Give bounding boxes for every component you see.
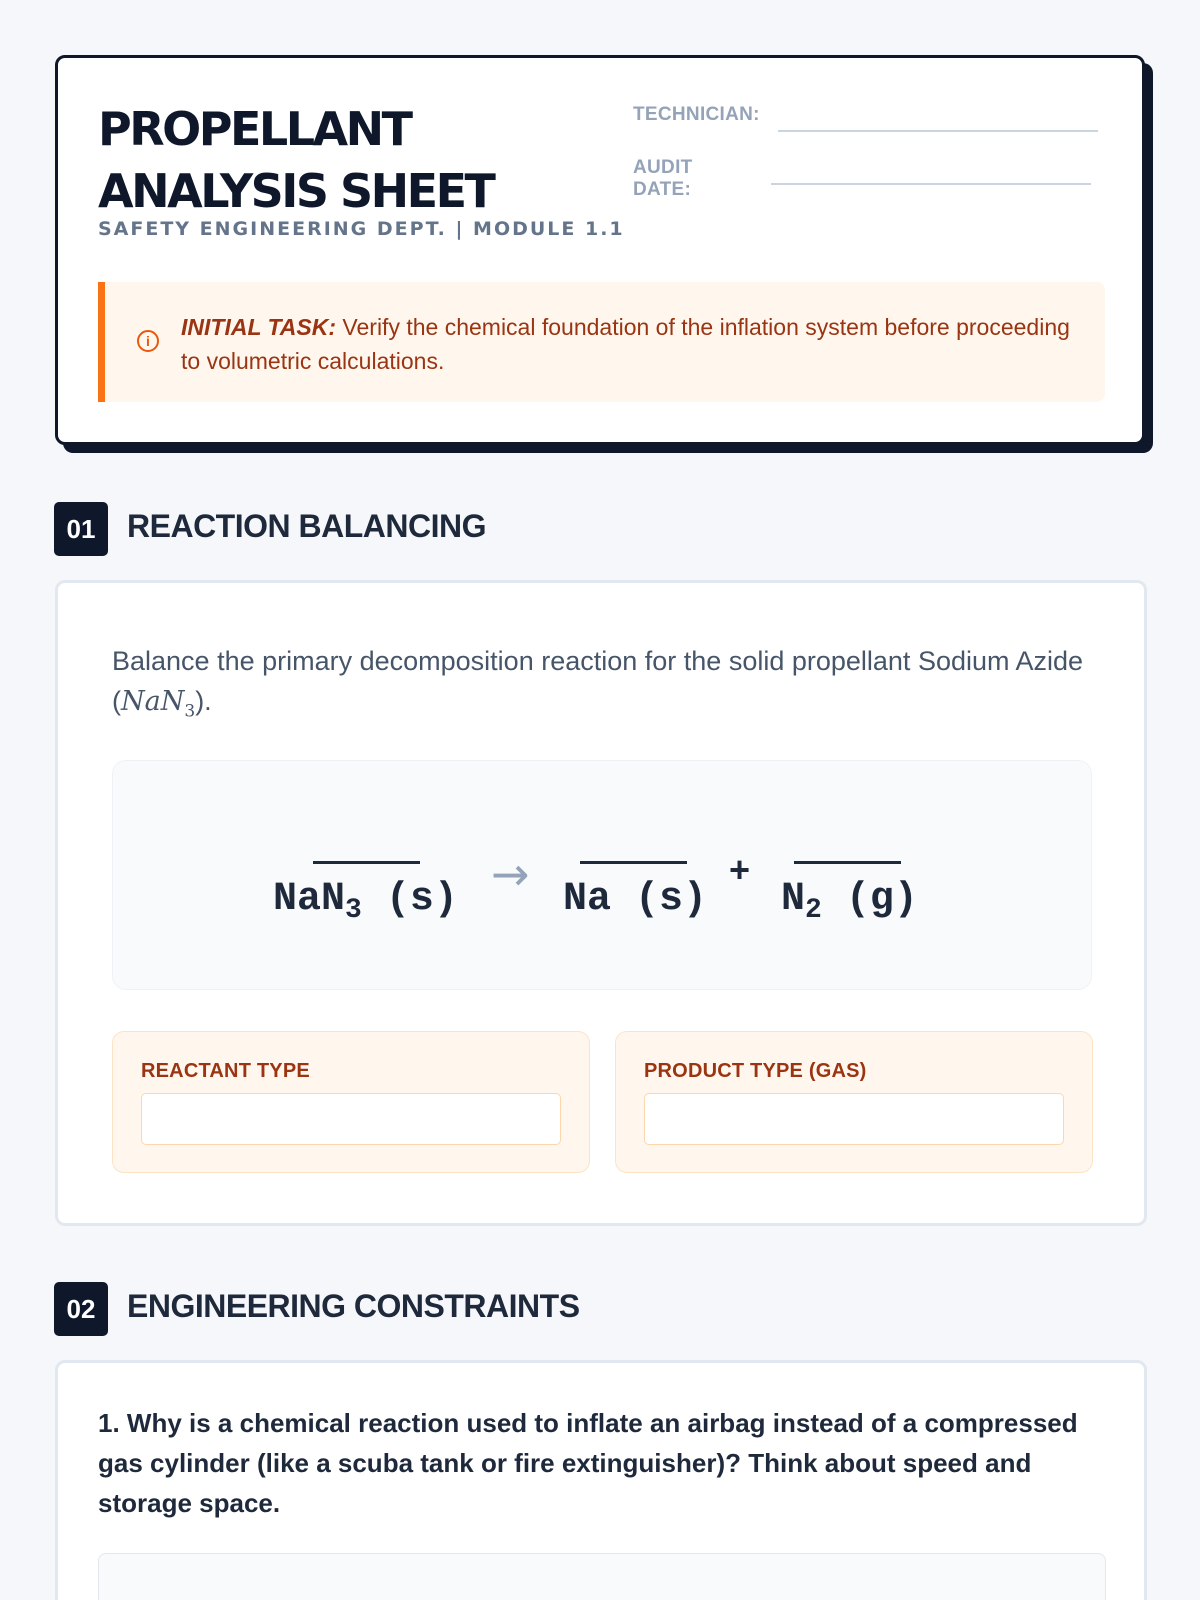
reaction-balancing-card [55,580,1147,1226]
sodium-formula: Na (s) [563,877,708,922]
section-number-02: 02 [54,1282,108,1336]
callout-text [181,310,1081,378]
product-type-input[interactable] [644,1093,1064,1145]
reaction-arrow-icon: → [491,847,530,901]
question-1: 1. Why is a chemical reaction used to inflate an airbag instead of a compressed gas cylinder (like a scuba tank or fire extinguisher)? Think about speed and storage space. [98,1408,1078,1518]
reactant-formula: NaN$_3$ (s) [273,877,458,926]
reactant-coefficient-blank[interactable] [313,861,420,864]
sodium-coefficient-blank[interactable] [580,861,687,864]
audit-date-input-line[interactable] [771,183,1091,185]
section-title-reaction-balancing: REACTION BALANCING [127,508,486,544]
reactant-type-input[interactable] [141,1093,561,1145]
nitrogen-coefficient-blank[interactable] [794,861,901,864]
equation-panel [112,760,1092,990]
engineering-constraints-card [55,1360,1147,1600]
document-title [98,98,618,222]
section-title-engineering-constraints: ENGINEERING CONSTRAINTS [127,1288,580,1324]
initial-task-callout [98,282,1105,402]
title-line-1: PROPELLANT [98,102,411,156]
product-type-label: PRODUCT TYPE (GAS) [644,1060,867,1082]
callout-body: Verify the chemical foundation of the inflation system before proceeding to volumetric calculations. [181,314,1070,374]
instructions-before: Balance the primary decomposition reaction for the solid propellant Sodium Azide ( [112,646,1084,716]
document-subtitle: SAFETY ENGINEERING DEPT. | MODULE 1.1 [98,218,625,240]
technician-label: TECHNICIAN: [633,104,760,125]
instructions-after: ). [195,686,212,716]
instructions-formula: NaN$_3$ [121,686,196,722]
product-type-box [615,1031,1093,1173]
plus-sign: + [729,849,751,890]
reactant-type-box [112,1031,590,1173]
header-card [55,55,1145,445]
technician-input-line[interactable] [778,130,1098,132]
audit-date-label: AUDIT DATE: [633,157,693,200]
title-line-2: ANALYSIS SHEET [98,164,494,218]
nitrogen-formula: $N_2$ (g) [781,877,918,926]
question-1-answer-area[interactable] [98,1553,1106,1600]
info-circle-icon: i [137,330,159,352]
reaction-instructions [112,641,1092,731]
callout-prefix: INITIAL TASK: [181,314,337,340]
reactant-type-label: REACTANT TYPE [141,1060,310,1082]
section-number-01: 01 [54,502,108,556]
